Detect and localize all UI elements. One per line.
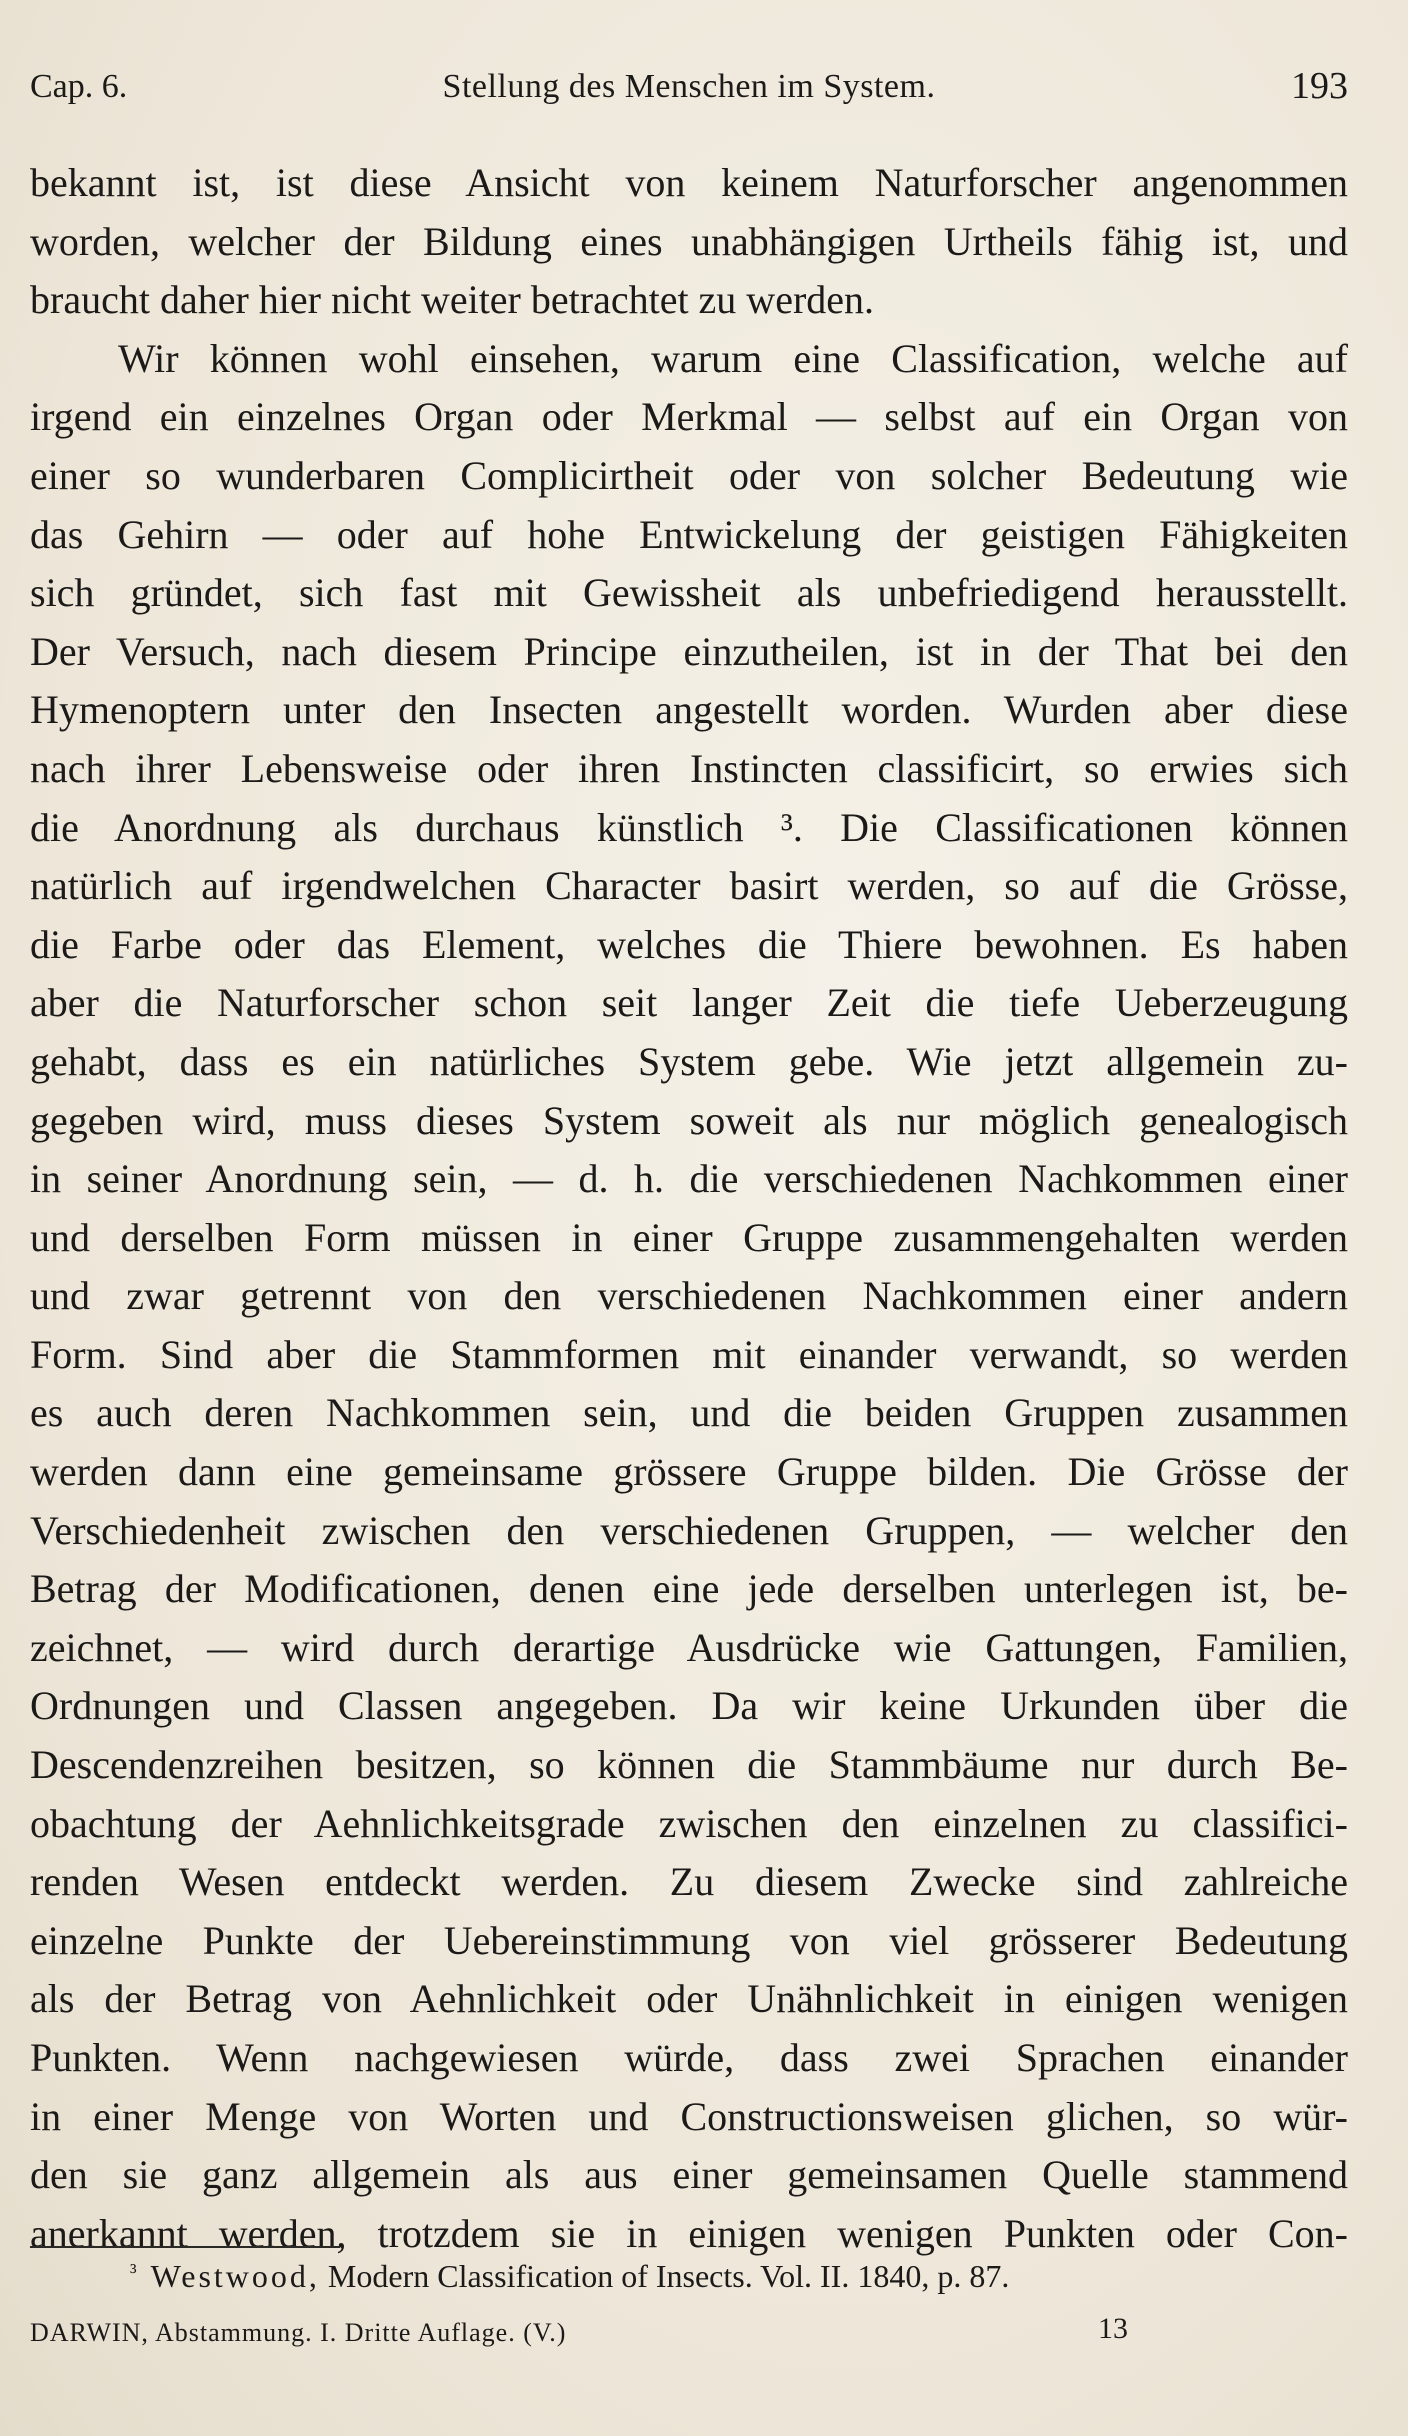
footnote-divider: [30, 2246, 340, 2248]
text-line: bekannt ist, ist diese Ansicht von keinem Naturforscher angenommen: [30, 160, 1348, 205]
text-line: Betrag der Modificationen, denen eine jede derselben unterlegen ist, be-: [30, 1566, 1348, 1612]
text-line: die Anordnung als durchaus künstlich ³. Die Classificationen können: [30, 804, 1348, 850]
chapter-label: Cap. 6.: [30, 68, 128, 105]
text-line: braucht daher hier nicht weiter betrachtet zu werden.: [30, 277, 875, 323]
text-line: einer so wunderbaren Complicirtheit oder von solcher Bedeutung wie: [30, 452, 1348, 498]
text-line: Ordnungen und Classen angegeben. Da wir keine Urkunden über die: [30, 1683, 1348, 1729]
footnote: [130, 2258, 1009, 2295]
text-line: Der Versuch, nach diesem Principe einzutheilen, ist in der That bei den: [30, 628, 1348, 674]
text-line: den sie ganz allgemein als aus einer gemeinsamen Quelle stammend: [30, 2152, 1348, 2198]
text-line: Hymenoptern unter den Insecten angestellt worden. Wurden aber diese: [30, 687, 1348, 733]
text-line: Wir können wohl einsehen, warum eine Classification, welche auf: [118, 335, 1348, 381]
text-line: und derselben Form müssen in einer Gruppe zusammengehalten werden: [30, 1214, 1348, 1260]
text-line: die Farbe oder das Element, welches die Thiere bewohnen. Es haben: [30, 921, 1348, 967]
text-line: in einer Menge von Worten und Constructionsweisen glichen, so wür-: [30, 2093, 1348, 2139]
text-line: gegeben wird, muss dieses System soweit als nur möglich genealogisch: [30, 1097, 1348, 1143]
text-line: Punkten. Wenn nachgewiesen würde, dass zwei Sprachen einander: [30, 2035, 1348, 2080]
text-line: sich gründet, sich fast mit Gewissheit als unbefriedigend herausstellt.: [30, 570, 1348, 616]
footnote-author: Westwood,: [150, 2258, 320, 2294]
signature-text: DARWIN, Abstammung. I. Dritte Auflage. (V.): [30, 2318, 567, 2347]
text-line: aber die Naturforscher schon seit langer Zeit die tiefe Ueberzeugung: [30, 980, 1348, 1026]
text-line: Descendenzreihen besitzen, so können die Stammbäume nur durch Be-: [30, 1742, 1348, 1788]
text-line: gehabt, dass es ein natürliches System gebe. Wie jetzt allgemein zu-: [30, 1038, 1348, 1084]
running-title: Stellung des Menschen im System.: [442, 68, 936, 105]
text-line: obachtung der Aehnlichkeitsgrade zwischen den einzelnen zu classifici-: [30, 1800, 1348, 1846]
text-line: es auch deren Nachkommen sein, und die beiden Gruppen zusammen: [30, 1390, 1348, 1436]
book-page: [30, 60, 1348, 2347]
text-line: renden Wesen entdeckt werden. Zu diesem Zwecke sind zahlreiche: [30, 1859, 1348, 1905]
footnote-text: Modern Classification of Insects. Vol. II. 1840, p. 87.: [327, 2258, 1010, 2294]
page-number: 193: [1291, 65, 1348, 107]
text-line: zeichnet, — wird durch derartige Ausdrücke wie Gattungen, Familien,: [30, 1624, 1348, 1670]
text-line: und zwar getrennt von den verschiedenen Nachkommen einer andern: [30, 1273, 1348, 1319]
text-line: irgend ein einzelnes Organ oder Merkmal — selbst auf ein Organ von: [30, 394, 1348, 440]
text-line: natürlich auf irgendwelchen Character basirt werden, so auf die Grösse,: [30, 863, 1348, 909]
text-line: werden dann eine gemeinsame grössere Gruppe bilden. Die Grösse der: [30, 1449, 1348, 1495]
text-line: nach ihrer Lebensweise oder ihren Instincten classificirt, so erwies sich: [30, 745, 1348, 791]
text-line: anerkannt werden, trotzdem sie in einigen wenigen Punkten oder Con-: [30, 2210, 1348, 2256]
text-line: das Gehirn — oder auf hohe Entwickelung der geistigen Fähigkeiten: [30, 511, 1348, 557]
signature-number: 13: [1098, 2312, 1128, 2345]
text-line: einzelne Punkte der Uebereinstimmung von viel grösserer Bedeutung: [30, 1917, 1348, 1963]
footnote-marker: ³: [130, 2259, 137, 2284]
text-line: Verschiedenheit zwischen den verschiedenen Gruppen, — welcher den: [30, 1507, 1348, 1553]
running-head: [30, 60, 1348, 116]
text-line: worden, welcher der Bildung eines unabhängigen Urtheils fähig ist, und: [30, 218, 1348, 264]
body-text: [30, 154, 1348, 2263]
printer-signature: [30, 2312, 1348, 2352]
text-line: in seiner Anordnung sein, — d. h. die verschiedenen Nachkommen einer: [30, 1156, 1348, 1202]
text-line: als der Betrag von Aehnlichkeit oder Unähnlichkeit in einigen wenigen: [30, 1976, 1348, 2022]
text-line: Form. Sind aber die Stammformen mit einander verwandt, so werden: [30, 1331, 1348, 1377]
